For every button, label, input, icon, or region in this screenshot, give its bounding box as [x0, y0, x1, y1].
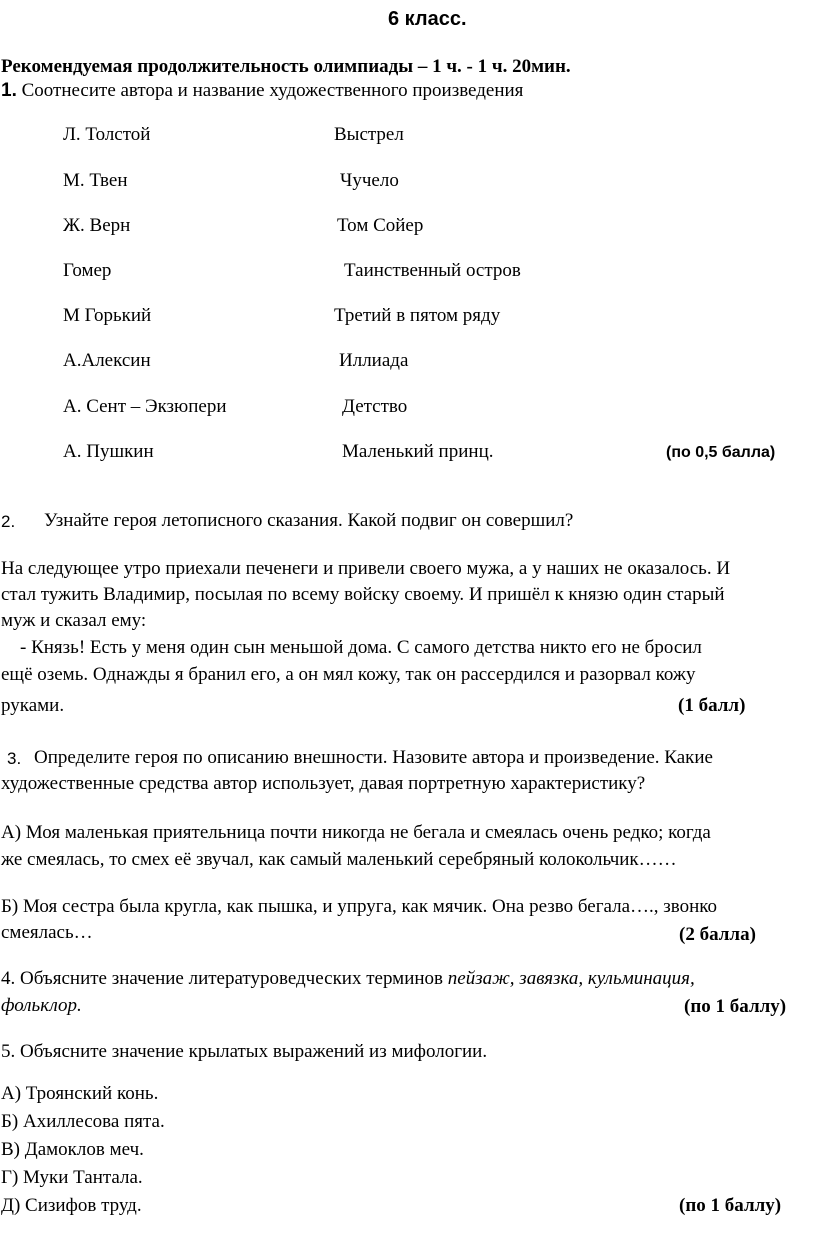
q2-number: 2. — [1, 512, 16, 531]
q3-option-b-line: Б) Моя сестра была кругла, как пышка, и упруга, как мячик. Она резво бегала…., звонко — [1, 896, 718, 917]
q2-text: Узнайте героя летописного сказания. Какой подвиг он совершил? — [44, 510, 574, 531]
q3-score: (2 балла) — [679, 924, 756, 945]
q2-paragraph-line: ещё оземь. Однажды я бранил его, а он мял кожу, так он рассердился и разорвал кожу — [1, 664, 696, 685]
q1-heading — [1, 80, 523, 102]
q1-work: Маленький принц. — [342, 441, 494, 462]
q3-number: 3. — [7, 749, 22, 768]
q5-score: (по 1 баллу) — [679, 1195, 782, 1216]
page-title: 6 класс. — [388, 8, 467, 30]
q2-paragraph-line: - Князь! Есть у меня один сын меньшой дома. С самого детства никто его не бросил — [1, 637, 702, 658]
q5-item: Г) Муки Тантала. — [1, 1167, 143, 1188]
q1-score: (по 0,5 балла) — [666, 444, 776, 461]
q4-terms-continued: фольклор. — [1, 995, 82, 1016]
q5-item: Б) Ахиллесова пята. — [1, 1111, 165, 1132]
q2-paragraph-line: муж и сказал ему: — [1, 610, 147, 631]
q1-work: Детство — [342, 396, 408, 417]
q1-author: А.Алексин — [63, 350, 151, 371]
q2-paragraph-line: стал тужить Владимир, посылая по всему войску своему. И пришёл к князю один старый — [1, 584, 725, 605]
q1-work: Таинственный остров — [344, 260, 521, 281]
q1-work: Иллиада — [339, 350, 409, 371]
q5-text: 5. Объясните значение крылатых выражений из мифологии. — [1, 1041, 488, 1062]
q1-author: М Горький — [63, 305, 152, 326]
q1-work: Чучело — [340, 170, 399, 191]
q5-item: Д) Сизифов труд. — [1, 1195, 142, 1216]
q1-author: Ж. Верн — [63, 215, 131, 236]
q2-score: (1 балл) — [678, 695, 746, 716]
q4-line — [1, 968, 695, 990]
duration-note: Рекомендуемая продолжительность олимпиады – 1 ч. - 1 ч. 20мин. — [1, 56, 571, 77]
q1-text: Соотнесите автора и название художественного произведения — [21, 80, 524, 101]
q1-work: Третий в пятом ряду — [334, 305, 501, 326]
q2-paragraph-line: На следующее утро приехали печенеги и привели своего мужа, а у наших не оказалось. И — [1, 558, 731, 579]
q1-author: А. Сент – Экзюпери — [63, 396, 227, 417]
q5-item: А) Троянский конь. — [1, 1083, 159, 1104]
q4-terms: пейзаж, завязка, кульминация, — [447, 968, 695, 989]
q4-score: (по 1 баллу) — [684, 996, 787, 1017]
q3-option-a-line: А) Моя маленькая приятельница почти никогда не бегала и смеялась очень редко; когда — [1, 822, 711, 843]
q5-item: В) Дамоклов меч. — [1, 1139, 144, 1160]
q1-author: М. Твен — [63, 170, 128, 191]
q2-paragraph-line: руками. — [1, 695, 65, 716]
q3-text-line: Определите героя по описанию внешности. Назовите автора и произведение. Какие — [34, 747, 713, 768]
q1-author: А. Пушкин — [63, 441, 154, 462]
q3-option-b-line: смеялась… — [1, 922, 93, 943]
q3-text-line: художественные средства автор использует, давая портретную характеристику? — [1, 773, 646, 794]
q1-work: Выстрел — [334, 124, 404, 145]
q1-author: Гомер — [63, 260, 112, 281]
q4-text: 4. Объясните значение литературоведческих терминов — [1, 968, 448, 989]
q1-author: Л. Толстой — [63, 124, 151, 145]
q1-work: Том Сойер — [337, 215, 424, 236]
q1-number: 1. — [1, 80, 17, 101]
q3-option-a-line: же смеялась, то смех её звучал, как самый маленький серебряный колокольчик…… — [1, 849, 677, 870]
